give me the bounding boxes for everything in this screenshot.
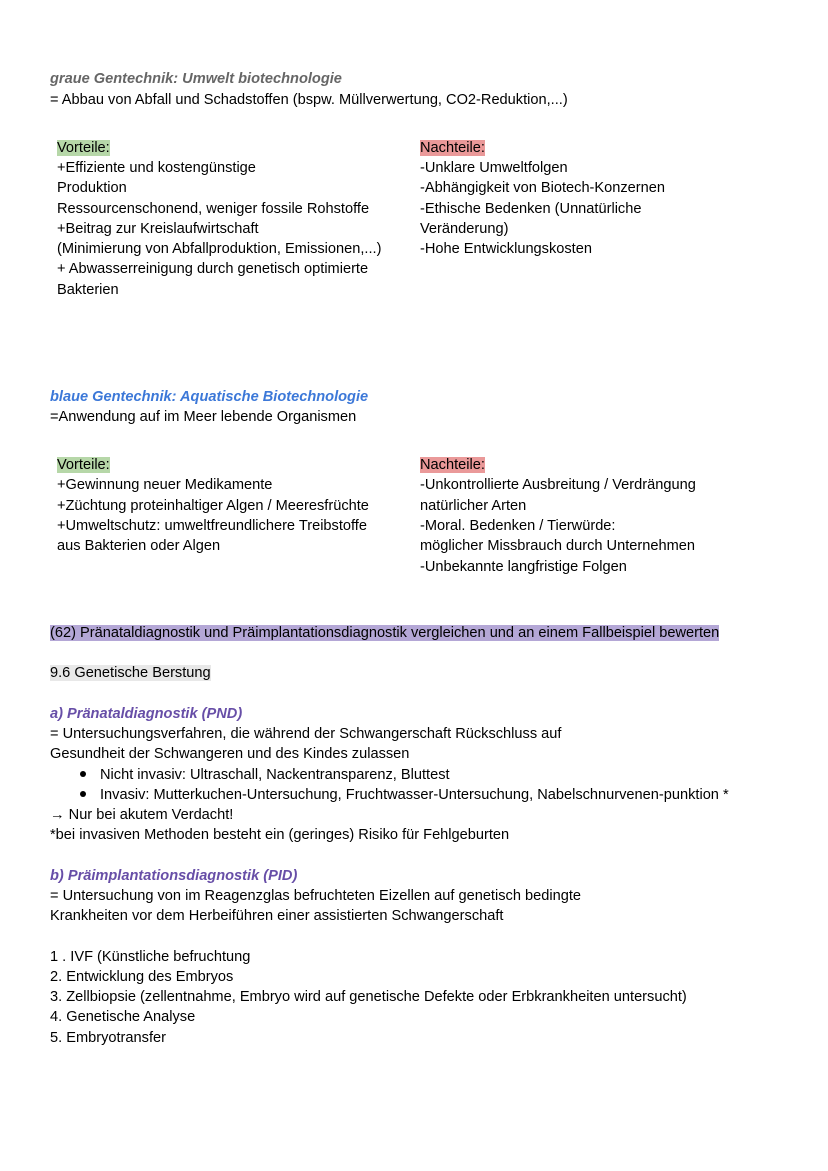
grey-pro-item: +Beitrag zur Kreislaufwirtschaft [57, 221, 259, 237]
blue-con-item: natürlicher Arten [420, 498, 527, 514]
pid-step: 3. Zellbiopsie (zellentnahme, Embryo wird auf genetische Defekte oder Erbkrankheiten untersucht) [50, 989, 687, 1005]
grey-con-item: -Ethische Bedenken (Unnatürliche [420, 201, 642, 217]
grey-con-item: Veränderung) [420, 221, 509, 237]
pnd-definition: Gesundheit der Schwangeren und des Kindes zulassen [50, 746, 410, 762]
blue-pros-label: Vorteile: [57, 457, 110, 473]
pnd-note: *bei invasiven Methoden besteht ein (geringes) Risiko für Fehlgeburten [50, 827, 510, 843]
pnd-note: → Nur bei akutem Verdacht! [50, 807, 234, 823]
grey-definition: = Abbau von Abfall und Schadstoffen (bspw. Müllverwertung, CO2-Reduktion,...) [50, 92, 568, 108]
topic-subtitle: 9.6 Genetische Berstung [50, 665, 211, 681]
grey-pro-item: Bakterien [57, 282, 119, 298]
bullet-icon [80, 771, 86, 777]
pnd-definition: = Untersuchungsverfahren, die während der Schwangerschaft Rückschluss auf [50, 726, 562, 742]
grey-pros-label: Vorteile: [57, 140, 110, 156]
blue-con-item: -Unkontrollierte Ausbreitung / Verdrängung [420, 477, 696, 493]
blue-con-item: -Moral. Bedenken / Tierwürde: [420, 518, 616, 534]
blue-pro-item: +Gewinnung neuer Medikamente [57, 477, 273, 493]
blue-pro-item: +Umweltschutz: umweltfreundlichere Treibstoffe [57, 518, 367, 534]
blue-cons-label: Nachteile: [420, 457, 485, 473]
pid-definition: Krankheiten vor dem Herbeiführen einer assistierten Schwangerschaft [50, 908, 504, 924]
blue-pro-item: aus Bakterien oder Algen [57, 538, 221, 554]
grey-con-item: -Unklare Umweltfolgen [420, 160, 568, 176]
pid-step: 2. Entwicklung des Embryos [50, 969, 234, 985]
grey-pro-item: Produktion [57, 180, 127, 196]
grey-pro-item: + Abwasserreinigung durch genetisch optimierte [57, 261, 369, 277]
blue-pro-item: +Züchtung proteinhaltiger Algen / Meeresfrüchte [57, 498, 369, 514]
grey-pro-item: (Minimierung von Abfallproduktion, Emissionen,...) [57, 241, 382, 257]
pid-definition: = Untersuchung von im Reagenzglas befruchteten Eizellen auf genetisch bedingte [50, 888, 581, 904]
grey-con-item: -Abhängigkeit von Biotech-Konzernen [420, 180, 666, 196]
pnd-bullet-item: Nicht invasiv: Ultraschall, Nackentransparenz, Bluttest [100, 767, 450, 783]
bullet-icon [80, 791, 86, 797]
pid-heading: b) Präimplantationsdiagnostik (PID) [50, 868, 298, 884]
pnd-bullet-item: Invasiv: Mutterkuchen-Untersuchung, Fruchtwasser-Untersuchung, Nabelschnurvenen-punktion * [100, 787, 729, 803]
pid-step: 1 . IVF (Künstliche befruchtung [50, 949, 251, 965]
grey-cons-label: Nachteile: [420, 140, 485, 156]
pnd-heading: a) Pränataldiagnostik (PND) [50, 706, 243, 722]
blue-definition: =Anwendung auf im Meer lebende Organismen [50, 409, 357, 425]
pid-step: 4. Genetische Analyse [50, 1009, 196, 1025]
topic-title: (62) Pränataldiagnostik und Präimplantationsdiagnostik vergleichen und an einem Fallbeispiel bewerten [50, 625, 720, 641]
grey-heading: graue Gentechnik: Umwelt biotechnologie [50, 71, 342, 87]
blue-con-item: -Unbekannte langfristige Folgen [420, 559, 627, 575]
grey-pro-item: Ressourcenschonend, weniger fossile Rohstoffe [57, 201, 370, 217]
pid-step: 5. Embryotransfer [50, 1030, 166, 1046]
grey-con-item: -Hohe Entwicklungskosten [420, 241, 592, 257]
blue-heading: blaue Gentechnik: Aquatische Biotechnologie [50, 389, 369, 405]
grey-pro-item: +Effiziente und kostengünstige [57, 160, 256, 176]
blue-con-item: möglicher Missbrauch durch Unternehmen [420, 538, 695, 554]
